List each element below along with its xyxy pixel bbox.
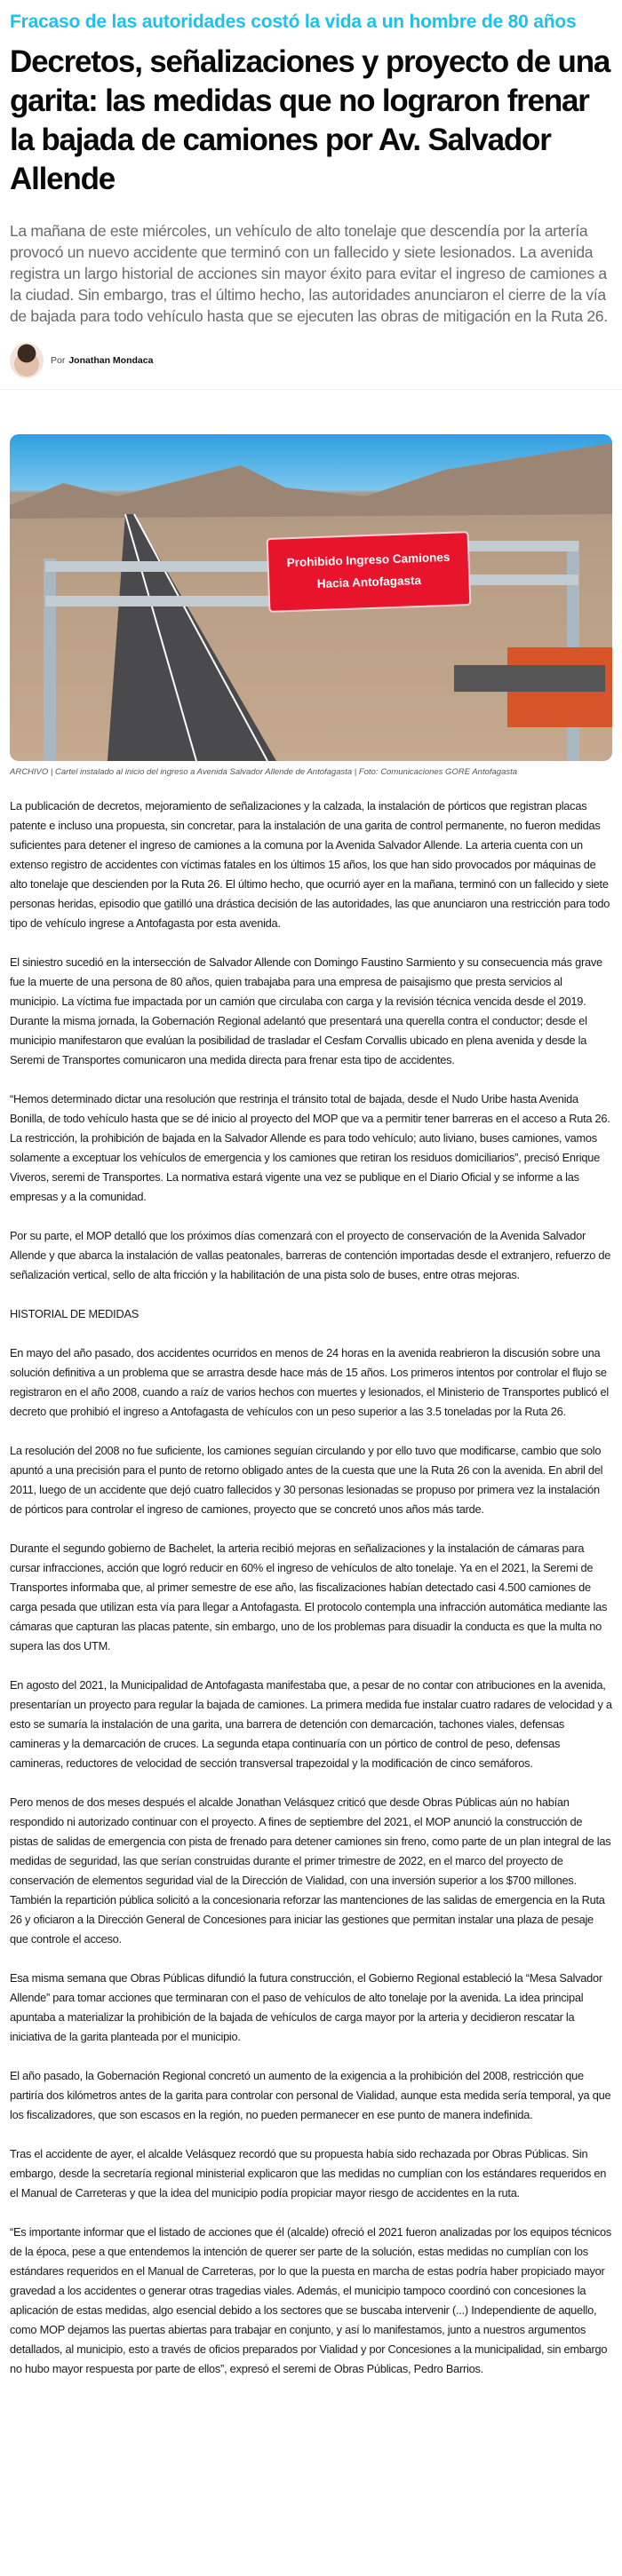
road-sign [267,531,472,613]
paragraph: “Hemos determinado dictar una resolución que restrinja el tránsito total de bajada, desde el Nudo Uribe hasta Avenida Bonilla, de todo vehículo hasta que se dé inicio al proyecto del MOP que va a permitir tener barreras en el acceso a Ruta 26. La restricción, la prohibición de bajada en la Salvador Allende es para todo vehículo; auto liviano, buses camiones, vamos solamente a exceptuar los vehículos de emergencia y los camiones que retiran los residuos domiciliarios”, precisó Enrique Viveros, seremi de Transportes. La normativa estará vigente una vez se publique en el Diario Oficial y se informe a las empresas y a la comunidad. [10,1092,610,1203]
article-body [10,797,612,2379]
byline [10,343,612,378]
paragraph: “Es importante informar que el listado de acciones que él (alcalde) ofreció el 2021 fueron analizadas por los equipos técnicos de la época, pese a que entendemos la intención de querer ser parte de la solución, estas medidas no cumplían con los estándares requeridos en el Manual de Carreteras, por lo que la puesta en marcha de estas podría haber propiciado mayor gravedad a los accidentes o generar otras tragedias viales. Además, el municipio tampoco coordinó con concesiones la aplicación de estas medidas, algo esencial debido a los sectores que se buscaba intervenir (...) Independiente de aquello, como MOP dejamos las puertas abiertas para trabajar en conjunto, y así lo manifestamos, junto a nuestros argumentos detallados, al municipio, esto a través de oficios preparados por Vialidad y por Concesiones a la municipalidad, sin embargo no hubo mayor respuesta por parte de ellos”, expresó el seremi de Obras Públicas, Pedro Barrios. [10,2225,612,2375]
author-avatar[interactable] [10,343,44,378]
paragraph: La publicación de decretos, mejoramiento de señalizaciones y la calzada, la instalación de pórticos que registran placas patente e incluso una propuesta, sin concretar, para la instalación de una garita de control permanente, no fueron medidas suficientes para detener el ingreso de camiones a la comuna por la Avenida Salvador Allende. La arteria cuenta con un extenso registro de accidentes con víctimas fatales en los últimos 15 años, los que han sido provocados por máquinas de alto tonelaje que descienden por la Ruta 26. El último hecho, que ocurrió ayer en la mañana, terminó con un fallecido y siete personas heridas, episodio que gatilló una drástica decisión de las autoridades, las que anunciaron una restricción para todo tipo de vehículo ingrese a Antofagasta por esta avenida. [10,799,610,930]
photo-caption: ARCHIVO | Cartel instalado al inicio del ingreso a Avenida Salvador Allende de Antofagasta | Foto: Comunicaciones GORE Antofagasta [10,767,518,777]
author-name-link[interactable]: Jonathan Mondaca [68,355,154,366]
paragraph: Pero menos de dos meses después el alcalde Jonathan Velásquez criticó que desde Obras Públicas aún no habían respondido ni autorizado continuar con el proyecto. A fines de septiembre del 2021, el MOP anunció la construcción de pistas de salidas de emergencia con pista de frenado para detener camiones sin freno, como parte de un plan integral de las medidas de seguridad, las que serían construidas durante el primer trimestre de 2022, en el marco del proyecto de conservación de elementos seguridad vial de la Dirección de Vialidad, con una inversión superior a los $700 millones. También la repartición pública solicitó a la concesionaria reforzar las mantenciones de las salidas de emergencia en la Ruta 26 y oficiaron a la Dirección General de Concesiones para iniciar las gestiones que permitan instalar una plaza de pesaje que controle el acceso. [10,1795,611,1946]
divider [0,389,622,390]
paragraph: La resolución del 2008 no fue suficiente, los camiones seguían circulando y por ello tuvo que modificarse, cambio que solo apuntó a una precisión para el punto de retorno obligado antes de la cuesta que une la Ruta 26 con la avenida. En abril del 2011, luego de un accidente que dejó cuatro fallecidos y 30 personas lesionadas se propuso por primera vez la instalación de pórticos para controlar el ingreso de camiones, proyecto que se concretó unos años más tarde. [10,1444,603,1516]
section-heading: HISTORIAL DE MEDIDAS [10,1307,140,1320]
sign-line-2: Hacia Antofagasta [316,573,422,591]
paragraph: Por su parte, el MOP detalló que los próximos días comenzará con el proyecto de conservación de la Avenida Salvador Allende y que abarca la instalación de vallas peatonales, barreras de contención importadas desde el extranjero, refuerzo de señalización vertical, sello de alta fricción y la habilitación de una pista solo de buses, entre otras mejoras. [10,1229,611,1281]
paragraph: Tras el accidente de ayer, el alcalde Velásquez recordó que su propuesta había sido rechazada por Obras Públicas. Sin embargo, desde la secretaría regional ministerial explicaron que las medidas no cumplían con los estándares requeridos en el Manual de Carreteras y que la idea del municipio podía propiciar mayor riesgo de accidentes en la ruta. [10,2147,607,2200]
byline-prefix: Por [51,355,66,366]
sign-line-1: Prohibido Ingreso Camiones [286,550,451,570]
paragraph: El siniestro sucedió en la intersección de Salvador Allende con Domingo Faustino Sarmiento y su consecuencia más grave fue la muerte de una persona de 80 años, quien trabajaba para una empresa de paisajismo que presta servicios al municipio. La víctima fue impactada por un camión que circulaba con carga y la revisión técnica vencida desde el 2019. Durante la misma jornada, la Gobernación Regional adelantó que presentará una querella contra el conductor; desde el municipio manifestaron que evalúan la posibilidad de trasladar el Cesfam Corvallis ubicado en plena avenida y desde la Seremi de Transportes comunicaron una medida directa para frenar esta tipo de accidentes. [10,955,602,1066]
paragraph: En mayo del año pasado, dos accidentes ocurridos en menos de 24 horas en la avenida reabrieron la discusión sobre una solución definitiva a un problema que se arrastra desde hace más de 15 años. Los primeros intentos por controlar el flujo se registraron en el año 2008, cuando a raíz de varios hechos con muertes y lesionados, el Ministerio de Transportes publicó el decreto que prohibió el ingreso a Antofagasta de vehículos con un peso superior a las 3.5 toneladas por la Ruta 26. [10,1346,609,1418]
article-headline: Decretos, señalizaciones y proyecto de una garita: las medidas que no lograron frenar la bajada de camiones por Av. Salvador Allende [10,44,610,196]
paragraph: Durante el segundo gobierno de Bachelet, la arteria recibió mejoras en señalizaciones y la instalación de cámaras para cursar infracciones, acción que logró reducir en 60% el ingreso de vehículos de alto tonelaje. Ya en el 2021, la Seremi de Transportes informaba que, al primer semestre de ese año, las fiscalizaciones habían detectado casi 4.500 camiones de carga pesada que utilizan esta vía para llegar a Antofagasta. El protocolo contempla una infracción automática mediante las cámaras que capturan las placas patente, sin embargo, uno de los problemas para disuadir la conducta es que la multa no supera las dos UTM. [10,1542,608,1653]
paragraph: El año pasado, la Gobernación Regional concretó un aumento de la exigencia a la prohibición del 2008, restricción que partiría dos kilómetros antes de la garita para controlar con personal de Vialidad, aunque esta medida sería temporal, ya que los fiscalizadores, que son escasos en la región, no pueden permanecer en ese punto de manera indefinida. [10,2069,611,2121]
paragraph: Esa misma semana que Obras Públicas difundió la futura construcción, el Gobierno Regional estableció la “Mesa Salvador Allende” para tomar acciones que terminaran con el paso de vehículos de alto tonelaje por la avenida. La idea principal apuntaba a materializar la prohibición de la bajada de vehículos de carga mayor por la arteria y decidieron rescatar la iniciativa de la garita planteada por el municipio. [10,1971,602,2043]
article-photo[interactable] [10,434,612,761]
article-kicker: Fracaso de las autoridades costó la vida a un hombre de 80 años [10,12,577,32]
paragraph: En agosto del 2021, la Municipalidad de Antofagasta manifestaba que, a pesar de no contar con atribuciones en la avenida, presentarían un proyecto para regular la bajada de camiones. La primera medida fue instalar cuatro radares de velocidad y a esto se sumaría la instalación de una garita, una barrera de detención con demarcación, tachones viales, defensas camineras y la demarcación de cruces. La segunda etapa continuaría con un pórtico de control de peso, defensas camineras, reductores de velocidad de sección transversal trapezoidal y la modificación de cinco semáforos. [10,1678,612,1770]
article-dek: La mañana de este miércoles, un vehículo de alto tonelaje que descendía por la artería provocó un nuevo accidente que terminó con un fallecido y siete lesionados. La avenida registra un largo historial de acciones sin mayor éxito para evitar el ingreso de camiones a la ciudad. Sin embargo, tras el último hecho, las autoridades anunciaron el cierre de la vía de bajada para todo vehículo hasta que se ejecuten las obras de mitigación en la Ruta 26. [10,222,608,325]
